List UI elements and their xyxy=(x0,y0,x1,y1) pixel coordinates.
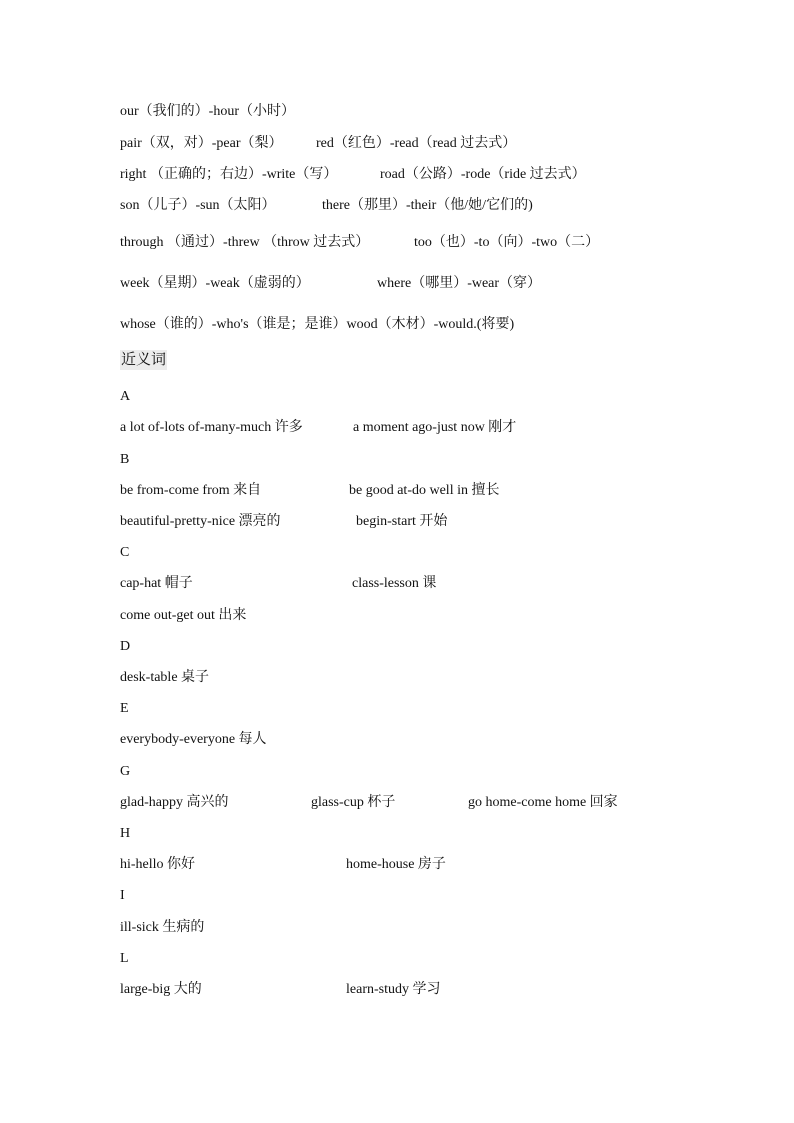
letter-heading: I xyxy=(120,888,125,903)
homophone-entry: through （通过）-threw （throw 过去式） xyxy=(120,235,370,250)
synonym-entry: cap-hat 帽子 xyxy=(120,576,193,591)
synonym-entry: be from-come from 来自 xyxy=(120,483,262,498)
homophone-entry: our（我们的）-hour（小时） xyxy=(120,104,295,119)
synonym-entry: glad-happy 高兴的 xyxy=(120,795,229,810)
homophone-entry: pair（双，对）-pear（梨） xyxy=(120,136,283,151)
synonym-entry: hi-hello 你好 xyxy=(120,857,196,872)
synonym-entry: ill-sick 生病的 xyxy=(120,920,205,935)
synonym-entry: be good at-do well in 擅长 xyxy=(349,483,500,498)
synonym-entry: go home-come home 回家 xyxy=(468,795,618,810)
synonym-entry: learn-study 学习 xyxy=(346,982,441,997)
homophone-entry: there（那里）-their（他/她/它们的) xyxy=(322,198,533,213)
letter-heading: D xyxy=(120,639,131,654)
homophone-entry: too（也）-to（向）-two（二） xyxy=(414,235,600,250)
homophone-entry: whose（谁的）-who's（谁是；是谁）wood（木材）-would.(将要) xyxy=(120,317,515,332)
homophone-entry: where（哪里）-wear（穿） xyxy=(377,276,542,291)
letter-heading: A xyxy=(120,389,131,404)
letter-heading: H xyxy=(120,826,131,841)
letter-heading: L xyxy=(120,951,129,966)
synonym-entry: large-big 大的 xyxy=(120,982,202,997)
synonym-entry: glass-cup 杯子 xyxy=(311,795,396,810)
letter-heading: E xyxy=(120,701,129,716)
synonym-entry: begin-start 开始 xyxy=(356,514,448,529)
synonym-entry: beautiful-pretty-nice 漂亮的 xyxy=(120,514,281,529)
synonym-entry: everybody-everyone 每人 xyxy=(120,732,267,747)
synonym-entry: a lot of-lots of-many-much 许多 xyxy=(120,420,303,435)
homophone-entry: road（公路）-rode（ride 过去式） xyxy=(380,167,586,182)
homophone-entry: son（儿子）-sun（太阳） xyxy=(120,198,276,213)
letter-heading: B xyxy=(120,452,130,467)
homophone-entry: right （正确的；右边）-write（写） xyxy=(120,167,338,182)
synonym-entry: home-house 房子 xyxy=(346,857,446,872)
letter-heading: G xyxy=(120,764,131,779)
synonym-entry: a moment ago-just now 刚才 xyxy=(353,420,517,435)
letter-heading: C xyxy=(120,545,130,560)
synonym-entry: come out-get out 出来 xyxy=(120,608,247,623)
synonym-entry: class-lesson 课 xyxy=(352,576,437,591)
synonym-entry: desk-table 桌子 xyxy=(120,670,210,685)
homophone-entry: red（红色）-read（read 过去式） xyxy=(316,136,517,151)
section-heading: 近义词 xyxy=(121,352,167,368)
homophone-entry: week（星期）-weak（虚弱的） xyxy=(120,276,310,291)
